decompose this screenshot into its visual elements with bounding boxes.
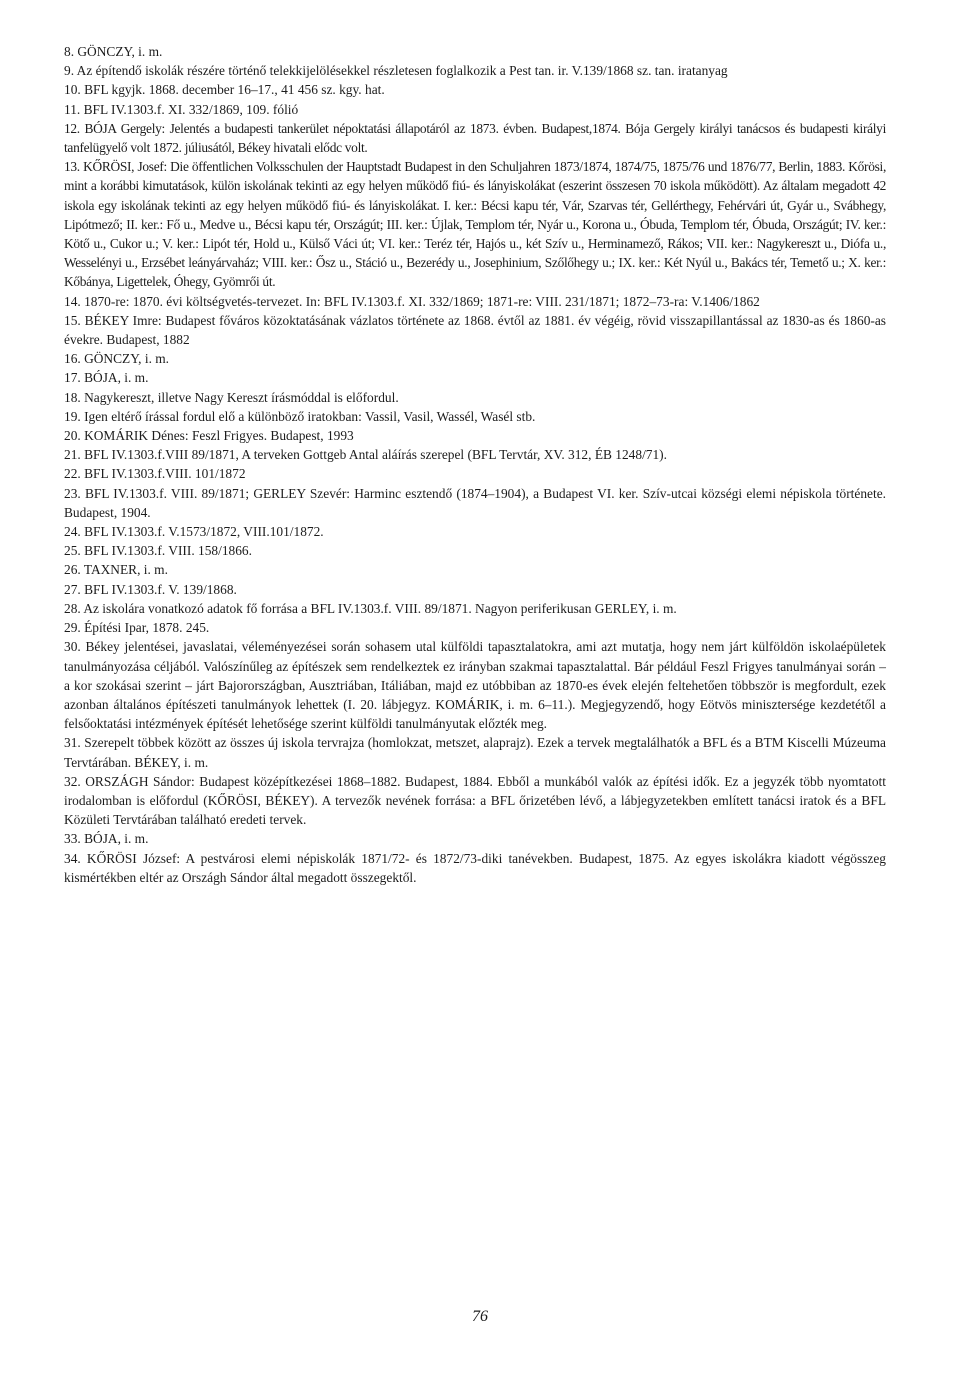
- footnote-12: 12. BÓJA Gergely: Jelentés a budapesti tankerület népoktatási állapotáról az 1873. évben. Budapest,1874. Bója Gergely királyi tanácsos és budapesti királyi tanfelügyelő volt 1872. júliusától, Békey hivatali elődc volt.: [64, 120, 886, 156]
- footnote-29: 29. Építési Ipar, 1878. 245.: [64, 620, 210, 636]
- footnote-23: 23. BFL IV.1303.f. VIII. 89/1871; GERLEY Szevér: Harminc esztendő (1874–1904), a Budapest VI. ker. Szív-utcai községi elemi népiskola története. Budapest, 1904.: [64, 485, 886, 520]
- footnote-9: 9. Az építendő iskolák részére történő telekkijelölésekkel részletesen foglalkozik a Pest tan. ir. V.139/1868 sz. tan. iratanyag: [64, 63, 728, 79]
- footnote-16: 16. GÖNCZY, i. m.: [64, 351, 170, 367]
- footnote-27: 27. BFL IV.1303.f. V. 139/1868.: [64, 581, 237, 597]
- footnote-17: 17. BÓJA, i. m.: [64, 370, 149, 386]
- footnote-32: 32. ORSZÁGH Sándor: Budapest középítkezései 1868–1882. Budapest, 1884. Ebből a munkából valók az építési idők. Ez a jegyzék több nyomtatott irodalomban is előfordul (KŐRÖSI, BÉKEY). A tervezők nevének forrása: a BFL őrizetében lévő, a lábjegyzetekben említett tanácsi iratok és a BFL Közületi Tervtárában található eredeti tervek.: [64, 773, 886, 828]
- footnote-10: 10. BFL kgyjk. 1868. december 16–17., 41 456 sz. kgy. hat.: [64, 82, 385, 98]
- footnotes: [64, 42, 886, 887]
- footnote-26: 26. TAXNER, i. m.: [64, 562, 168, 578]
- footnote-11: 11. BFL IV.1303.f. XI. 332/1869, 109. fólió: [64, 101, 299, 117]
- footnote-19: 19. Igen eltérő írással fordul elő a különböző iratokban: Vassil, Vasil, Wassél, Wasél stb.: [64, 408, 536, 424]
- footnote-25: 25. BFL IV.1303.f. VIII. 158/1866.: [64, 543, 252, 559]
- footnote-31: 31. Szerepelt többek között az összes új iskola tervrajza (homlokzat, metszet, alaprajz). Ezek a tervek megtalálhatók a BFL és a BTM Kiscelli Múzeuma Tervtárában. BÉKEY, i. m.: [64, 735, 886, 770]
- footnote-15: 15. BÉKEY Imre: Budapest főváros közoktatásának vázlatos története az 1868. évtől az 1881. év végéig, rövid visszapillantással az 1830-as és 1860-as évekre. Budapest, 1882: [64, 312, 886, 348]
- footnote-13: 13. KŐRÖSI, Josef: Die öffentlichen Volksschulen der Hauptstadt Budapest in den Schuljahren 1873/1874, 1874/75, 1875/76 und 1876/77, Berlin, 1883. Kőrösi, mint a korábbi kimutatások, külön iskolának tekinti az egy helyen működő fiú- és lányiskolákat (eszerint összesen 70 iskola működött). Az általam megadott 42 iskola egy iskolának tekinti az egy helyen működő fiú- és lányiskolákat. I. ker.: Bécsi kapu tér, Vár, Szarvas tér, Gellérthegy, Fehérvári út, Gyár u., Svábhegy, Lipótmező; II. ker.: Fő u., Medve u., Bécsi kapu tér, Országút; III. ker.: Újlak, Templom tér, Nyár u., Korona u., Óbuda, Templom tér, Óbuda, Országút; IV. ker.: Kötő u., Cukor u.; V. ker.: Lipót tér, Hold u., Külső Váci út; VI. ker.: Teréz tér, Hajós u., két Szív u., Herminamező, Rákos; VII. ker.: Nagykereszt u., Diófa u., Wesselényi u., Erzsébet leányárvaház; VIII. ker.: Ősz u., Stáció u., Bezerédy u., Josephinium, Szőlőhegy u.; IX. ker.: Két Nyúl u., Bakács tér, Temető u.; X. ker.: Kőbánya, Ligettelek, Óhegy, Gyömrői út.: [64, 159, 886, 290]
- footnote-22: 22. BFL IV.1303.f.VIII. 101/1872: [64, 466, 246, 482]
- footnote-28: 28. Az iskolára vonatkozó adatok fő forrása a BFL IV.1303.f. VIII. 89/1871. Nagyon periferikusan GERLEY, i. m.: [64, 600, 677, 616]
- page-number: 76: [472, 1308, 488, 1325]
- footnote-33: 33. BÓJA, i. m.: [64, 831, 149, 847]
- footnote-18: 18. Nagykereszt, illetve Nagy Kereszt írásmóddal is előfordul.: [64, 389, 399, 405]
- footnote-30: 30. Békey jelentései, javaslatai, véleményezései során sohasem utal külföldi tapasztalatokra, ami azt mutatja, hogy nem járt külföldön iskolaépületek tanulmányozása céljából. Valószínűleg az építészek sem rendelkeztek ez irányban szakmai tapasztalattal. Bár például Feszl Frigyes tanulmányai során – a kor szokásai szerint – járt Bajorországban, Ausztriában, Itáliában, majd ez utóbbiban az 1870-es évek elején feltehetően többször is megfordult, ezek azonban általános építészeti tanulmányok lehettek (I. 20. lábjegyz. KOMÁRIK, i. m. 6–11.). Megjegyzendő, hogy Eötvös minisztersége kezdetétől a felsőoktatási intézmények építését lehetősége szerint külföldi tanulmányutak előzték meg.: [64, 639, 886, 732]
- footnote-24: 24. BFL IV.1303.f. V.1573/1872, VIII.101/1872.: [64, 524, 324, 540]
- footnote-21: 21. BFL IV.1303.f.VIII 89/1871, A terveken Gottgeb Antal aláírás szerepel (BFL Tervtár, XV. 312, ÉB 1248/71).: [64, 447, 667, 463]
- footnote-8: 8. GÖNCZY, i. m.: [64, 44, 163, 59]
- footnote-34: 34. KŐRÖSI József: A pestvárosi elemi népiskolák 1871/72- és 1872/73-diki tanévekben. Budapest, 1875. Az egyes iskolákra kiadott végösszeg kismértékben eltér az Országh Sándor által megadott összegektől.: [64, 850, 886, 885]
- footnote-20: 20. KOMÁRIK Dénes: Feszl Frigyes. Budapest, 1993: [64, 428, 354, 444]
- footnote-14: 14. 1870-re: 1870. évi költségvetés-tervezet. In: BFL IV.1303.f. XI. 332/1869; 1871-re: VIII. 231/1871; 1872–73-ra: V.1406/1862: [64, 293, 760, 309]
